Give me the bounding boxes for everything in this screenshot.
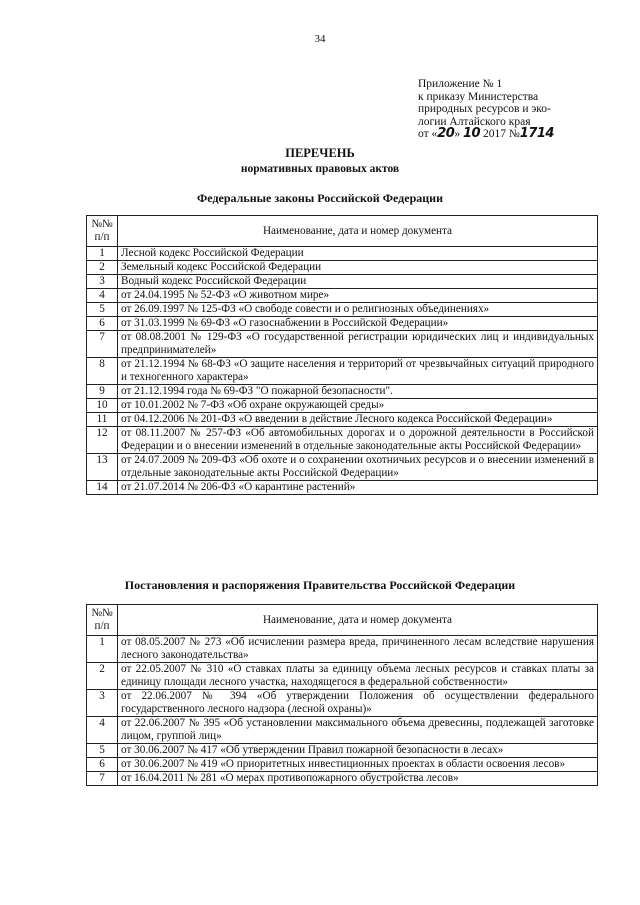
row-number: 14: [87, 481, 118, 495]
column-header-number: №№ п/п: [87, 605, 118, 636]
document-description: от 24.04.1995 № 52-ФЗ «О животном мире»: [118, 289, 598, 303]
table-row: [87, 772, 598, 786]
document-description: Лесной кодекс Российской Федерации: [118, 247, 598, 261]
row-number: 5: [87, 303, 118, 317]
table-row: [87, 717, 598, 744]
row-number: 8: [87, 358, 118, 385]
row-number: 10: [87, 399, 118, 413]
table-row: [87, 758, 598, 772]
document-description: от 22.05.2007 № 310 «О ставках платы за единицу объема лесных ресурсов и ставках платы за единицу площади лесного участка, находящегося в федеральной собственности»: [118, 663, 598, 690]
row-number: 6: [87, 758, 118, 772]
table-row: [87, 289, 598, 303]
row-number: 13: [87, 454, 118, 481]
date-year: 2017 №: [480, 128, 520, 140]
appendix-block: [418, 78, 618, 141]
row-number: 11: [87, 413, 118, 427]
table-row: [87, 399, 598, 413]
column-header-name: Наименование, дата и номер документа: [118, 216, 598, 247]
table-row: [87, 275, 598, 289]
row-number: 3: [87, 690, 118, 717]
table-row: [87, 261, 598, 275]
document-description: от 21.12.1994 года № 69-ФЗ "О пожарной безопасности".: [118, 385, 598, 399]
document-description: от 22.06.2007 № 394 «Об утверждении Положения об осуществлении федерального государственного лесного надзора (лесной охраны)»: [118, 690, 598, 717]
document-description: от 30.06.2007 № 419 «О приоритетных инвестиционных проектах в области освоения лесов»: [118, 758, 598, 772]
document-description: Земельный кодекс Российской Федерации: [118, 261, 598, 275]
document-description: от 08.11.2007 № 257-ФЗ «Об автомобильных дорогах и о дорожной деятельности в Российской Федерации и о внесении изменений в отдельные законодательные акты Российской Федерации»: [118, 427, 598, 454]
table-row: [87, 331, 598, 358]
document-description: от 16.04.2011 № 281 «О мерах противопожарного обустройства лесов»: [118, 772, 598, 786]
table-row: [87, 303, 598, 317]
row-number: 9: [87, 385, 118, 399]
table-row: [87, 454, 598, 481]
table-row: [87, 744, 598, 758]
row-number: 7: [87, 772, 118, 786]
row-number: 2: [87, 663, 118, 690]
table-row: [87, 317, 598, 331]
row-number: 6: [87, 317, 118, 331]
table-row: [87, 385, 598, 399]
table-row: [87, 247, 598, 261]
page-number: 34: [314, 33, 326, 45]
row-number: 5: [87, 744, 118, 758]
row-number: 7: [87, 331, 118, 358]
document-description: от 30.06.2007 № 417 «Об утверждении Правил пожарной безопасности в лесах»: [118, 744, 598, 758]
document-title: ПЕРЕЧЕНЬ: [285, 146, 355, 160]
row-number: 12: [87, 427, 118, 454]
document-description: от 08.08.2001 № 129-ФЗ «О государственной регистрации юридических лиц и индивидуальных предпринимателей»: [118, 331, 598, 358]
table-row: [87, 358, 598, 385]
date-prefix: от «: [418, 128, 438, 140]
row-number: 4: [87, 717, 118, 744]
document-description: от 21.12.1994 № 68-ФЗ «О защите населения и территорий от чрезвычайных ситуаций природного и техногенного характера»: [118, 358, 598, 385]
government-decrees-table: [86, 604, 598, 786]
document-description: от 31.03.1999 № 69-ФЗ «О газоснабжении в Российской Федерации»: [118, 317, 598, 331]
row-number: 4: [87, 289, 118, 303]
appendix-line: Приложение № 1: [418, 78, 503, 90]
document-description: Водный кодекс Российской Федерации: [118, 275, 598, 289]
handwritten-day: 20: [437, 126, 455, 141]
section-heading-government-decrees: Постановления и распоряжения Правительства Российской Федерации: [124, 578, 516, 592]
appendix-line: природных ресурсов и эко-: [418, 103, 551, 115]
table-row: [87, 663, 598, 690]
handwritten-month: 10: [462, 126, 481, 141]
handwritten-order-number: 1714: [519, 126, 554, 141]
column-header-name: Наименование, дата и номер документа: [118, 605, 598, 636]
document-description: от 22.06.2007 № 395 «Об установлении максимального объема древесины, подлежащей заготовке лицом, группой лиц»: [118, 717, 598, 744]
document-description: от 21.07.2014 № 206-ФЗ «О карантине растений»: [118, 481, 598, 495]
federal-laws-table: [86, 215, 598, 495]
column-header-number: №№ п/п: [87, 216, 118, 247]
document-description: от 10.01.2002 № 7-ФЗ «Об охране окружающей среды»: [118, 399, 598, 413]
document-subtitle: нормативных правовых актов: [240, 163, 400, 175]
appendix-line: логии Алтайского края: [418, 115, 531, 128]
table-row: [87, 690, 598, 717]
table-row: [87, 427, 598, 454]
appendix-line: к приказу Министерства: [418, 90, 539, 103]
row-number: 3: [87, 275, 118, 289]
table-row: [87, 413, 598, 427]
row-number: 2: [87, 261, 118, 275]
document-description: от 04.12.2006 № 201-ФЗ «О введении в действие Лесного кодекса Российской Федерации»: [118, 413, 598, 427]
section-heading-federal-laws: Федеральные законы Российской Федерации: [197, 191, 443, 205]
row-number: 1: [87, 247, 118, 261]
table-row: [87, 481, 598, 495]
date-sep: »: [454, 128, 463, 140]
document-description: от 26.09.1997 № 125-ФЗ «О свободе совести и о религиозных объединениях»: [118, 303, 598, 317]
row-number: 1: [87, 636, 118, 663]
document-description: от 08.05.2007 № 273 «Об исчислении размера вреда, причиненного лесам вследствие нарушения лесного законодательства»: [118, 636, 598, 663]
document-description: от 24.07.2009 № 209-ФЗ «Об охоте и о сохранении охотничьих ресурсов и о внесении изменений в отдельные законодательные акты Российской Федерации»: [118, 454, 598, 481]
order-date-line: [418, 128, 618, 141]
table-row: [87, 636, 598, 663]
